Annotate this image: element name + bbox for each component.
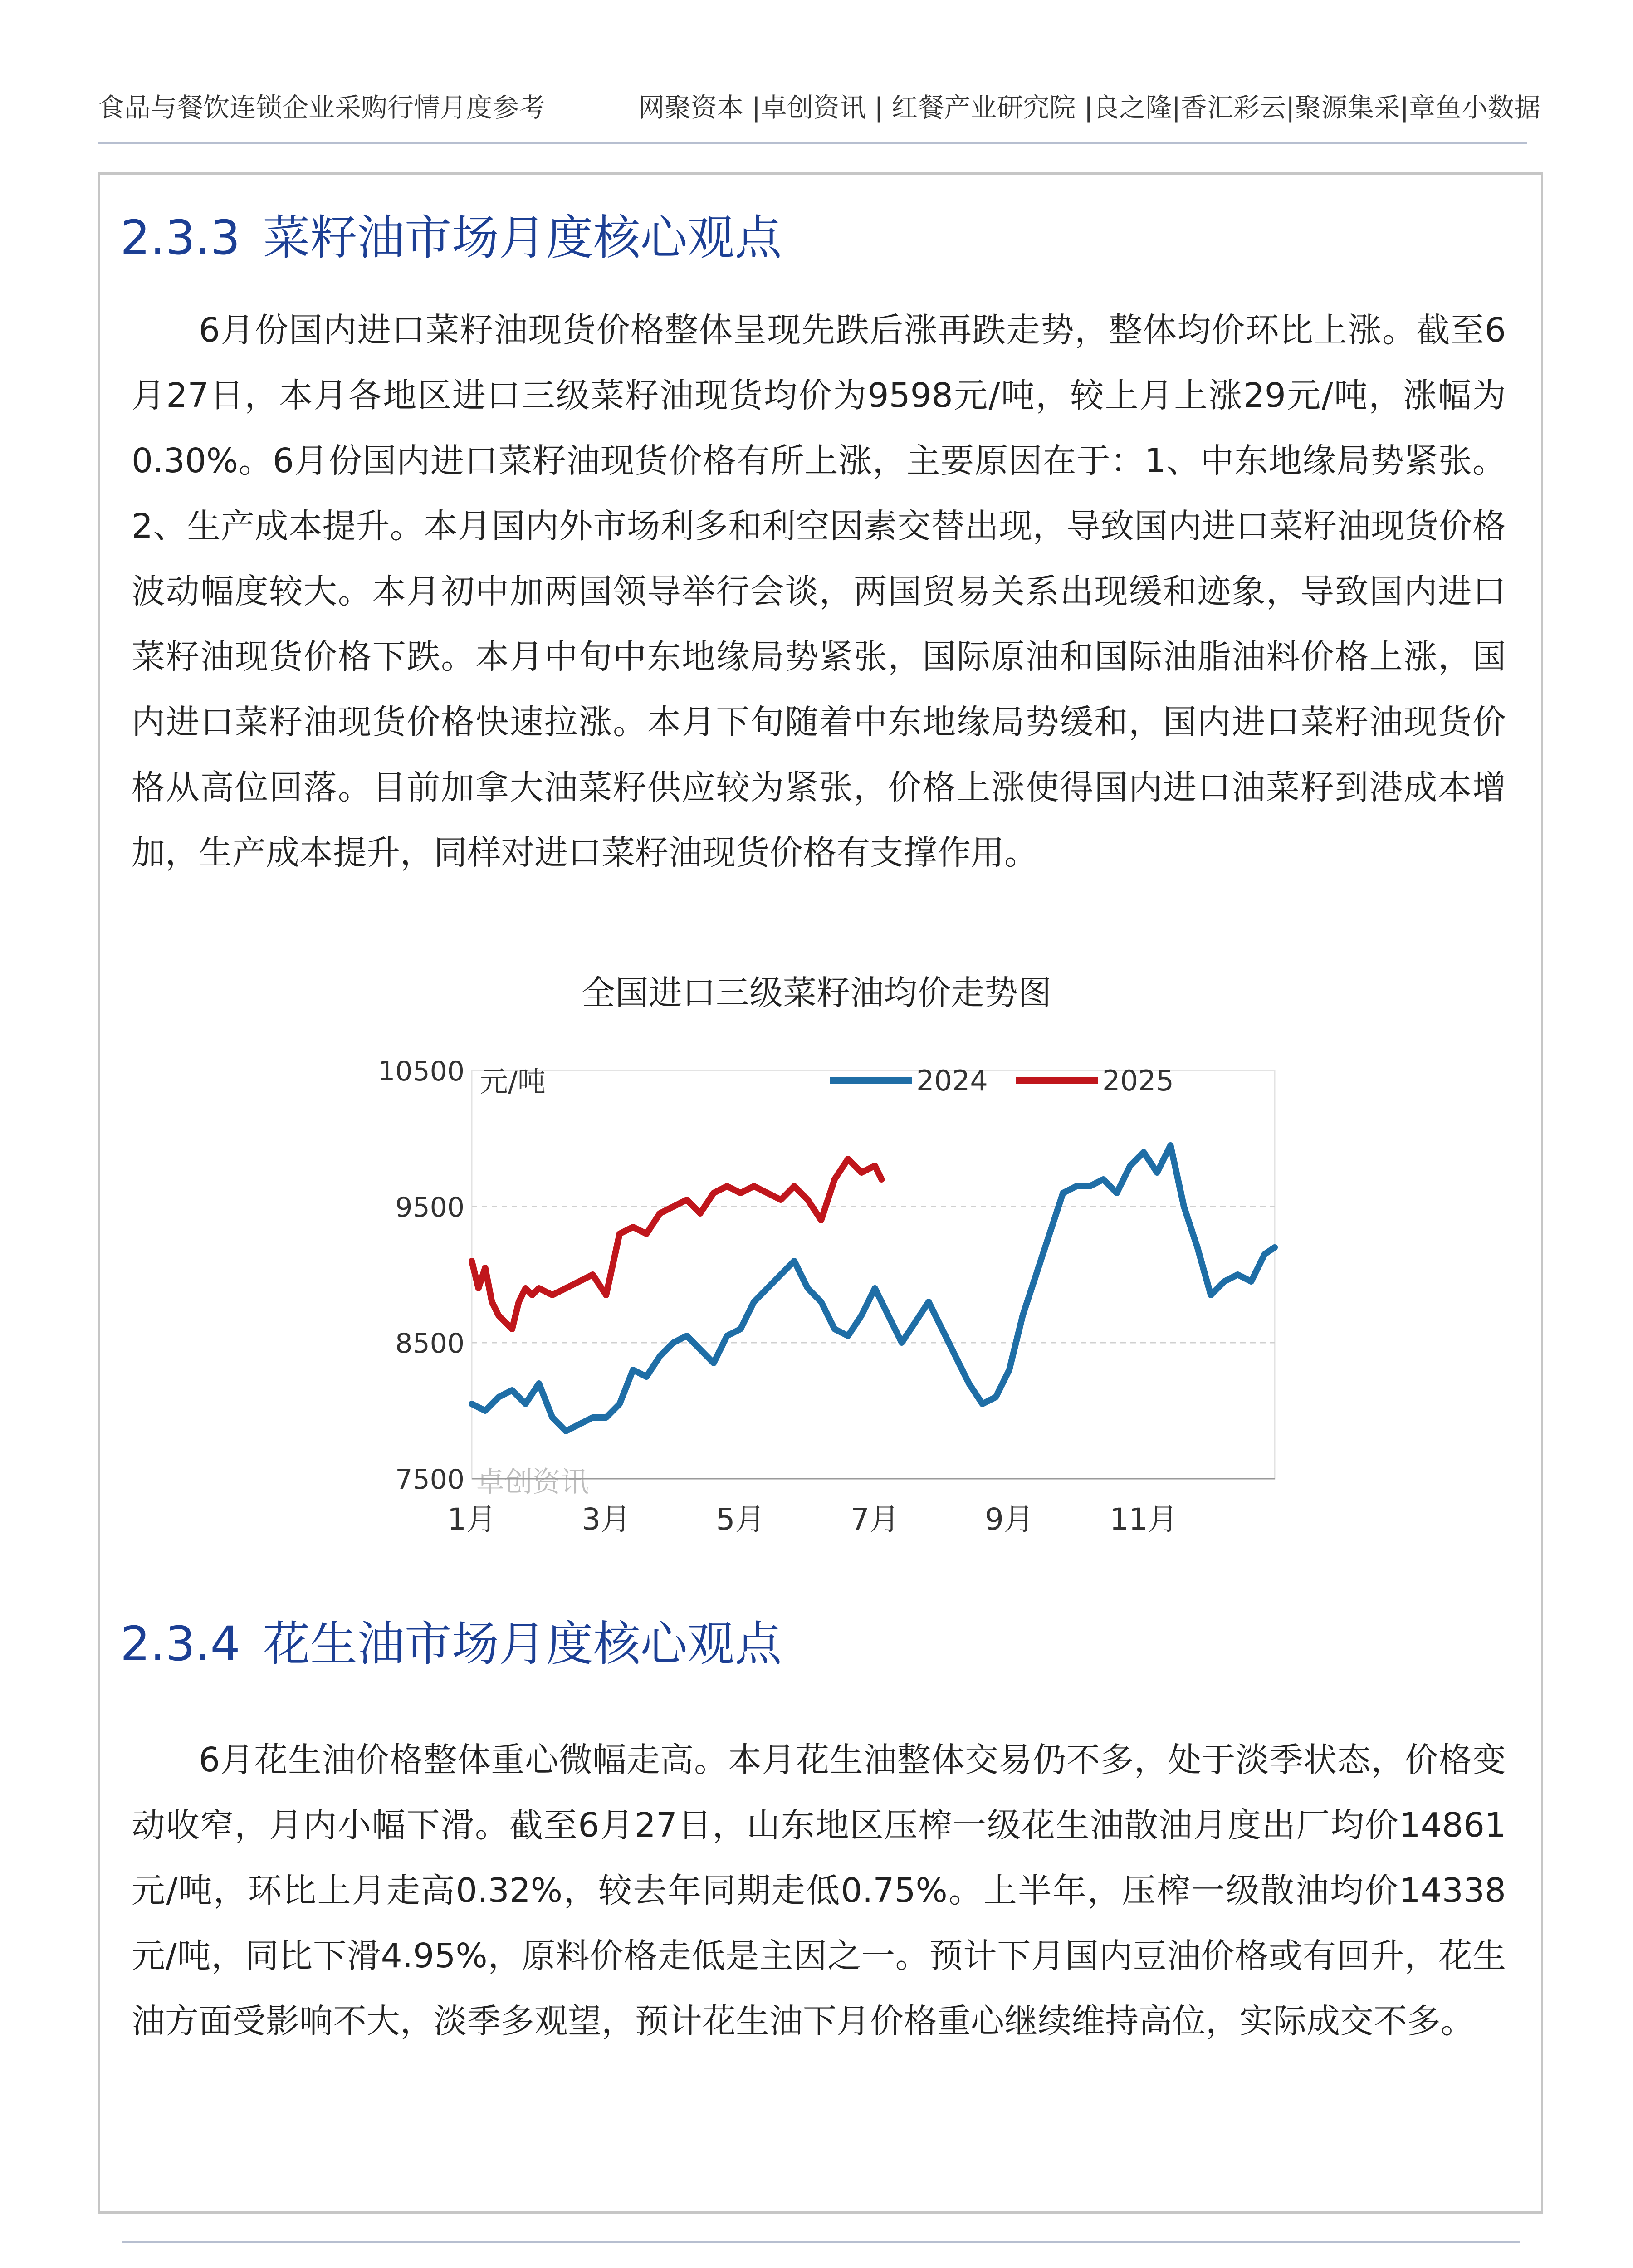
x-tick-label: 3月 bbox=[582, 1502, 631, 1537]
x-tick-label: 1月 bbox=[447, 1502, 496, 1537]
section-title-peanut-oil bbox=[120, 1606, 782, 1674]
header-right-sources: 网聚资本 |卓创资讯 | 红餐产业研究院 |良之隆|香汇彩云|聚源集采|章鱼小数据 bbox=[638, 92, 1540, 123]
header-left-title: 食品与餐饮连锁企业采购行情月度参考 bbox=[98, 92, 546, 123]
series-line-2024 bbox=[472, 1145, 1275, 1431]
y-tick-label: 7500 bbox=[395, 1464, 464, 1496]
x-tick-label: 7月 bbox=[850, 1502, 900, 1537]
section-number: 2.3.4 bbox=[120, 1616, 240, 1672]
chart-watermark: 卓创资讯 bbox=[476, 1465, 589, 1498]
x-tick-label: 5月 bbox=[716, 1502, 765, 1537]
page-header bbox=[98, 86, 1540, 124]
rapeseed-oil-paragraph: 6月份国内进口菜籽油现货价格整体呈现先跌后涨再跌走势，整体均价环比上涨。截至6月27日，本月各地区进口三级菜籽油现货均价为9598元/吨，较上月上涨29元/吨，涨幅为0.30%。6月份国内进口菜籽油现货价格有所上涨，主要原因在于：1、中东地缘局势紧张。2、生产成本提升。本月国内外市场利多和利空因素交替出现，导致国内进口菜籽油现货价格波动幅度较大。本月初中加两国领导举行会谈，两国贸易关系出现缓和迹象，导致国内进口菜籽油现货价格下跌。本月中旬中东地缘局势紧张，国际原油和国际油脂油料价格上涨，国内进口菜籽油现货价格快速拉涨。本月下旬随着中东地缘局势缓和，国内进口菜籽油现货价格从高位回落。目前加拿大油菜籽供应较为紧张，价格上涨使得国内进口油菜籽到港成本增加，生产成本提升，同样对进口菜籽油现货价格有支撑作用。 bbox=[132, 311, 1506, 872]
chart-axes bbox=[378, 1056, 1275, 1537]
rapeseed-oil-price-chart bbox=[372, 1039, 1306, 1551]
legend-label-2025: 2025 bbox=[1102, 1064, 1174, 1097]
chart-y-axis-unit: 元/吨 bbox=[480, 1065, 546, 1098]
x-tick-label: 11月 bbox=[1110, 1502, 1178, 1537]
chart-title: 全国进口三级菜籽油均价走势图 bbox=[582, 973, 1051, 1012]
peanut-oil-paragraph: 6月花生油价格整体重心微幅走高。本月花生油整体交易仍不多，处于淡季状态，价格变动收窄，月内小幅下滑。截至6月27日，山东地区压榨一级花生油散油月度出厂均价14861元/吨，环比上月走高0.32%，较去年同期走低0.75%。上半年，压榨一级散油均价14338元/吨，同比下滑4.95%，原料价格走低是主因之一。预计下月国内豆油价格或有回升，花生油方面受影响不大，淡季多观望，预计花生油下月价格重心继续维持高位，实际成交不多。 bbox=[132, 1740, 1506, 2041]
section-heading: 菜籽油市场月度核心观点 bbox=[263, 210, 782, 265]
y-tick-label: 10500 bbox=[378, 1056, 464, 1087]
section-heading: 花生油市场月度核心观点 bbox=[263, 1616, 782, 1672]
chart-svg bbox=[372, 1039, 1306, 1551]
section-title-rapeseed-oil bbox=[120, 200, 782, 268]
y-tick-label: 9500 bbox=[395, 1192, 464, 1223]
legend-label-2024: 2024 bbox=[916, 1064, 988, 1097]
y-tick-label: 8500 bbox=[395, 1328, 464, 1359]
x-tick-label: 9月 bbox=[984, 1502, 1034, 1537]
section-number: 2.3.3 bbox=[120, 210, 240, 265]
header-divider bbox=[98, 142, 1527, 144]
chart-legend bbox=[830, 1064, 1174, 1097]
footer-divider bbox=[122, 2241, 1520, 2243]
chart-series bbox=[472, 1145, 1275, 1431]
